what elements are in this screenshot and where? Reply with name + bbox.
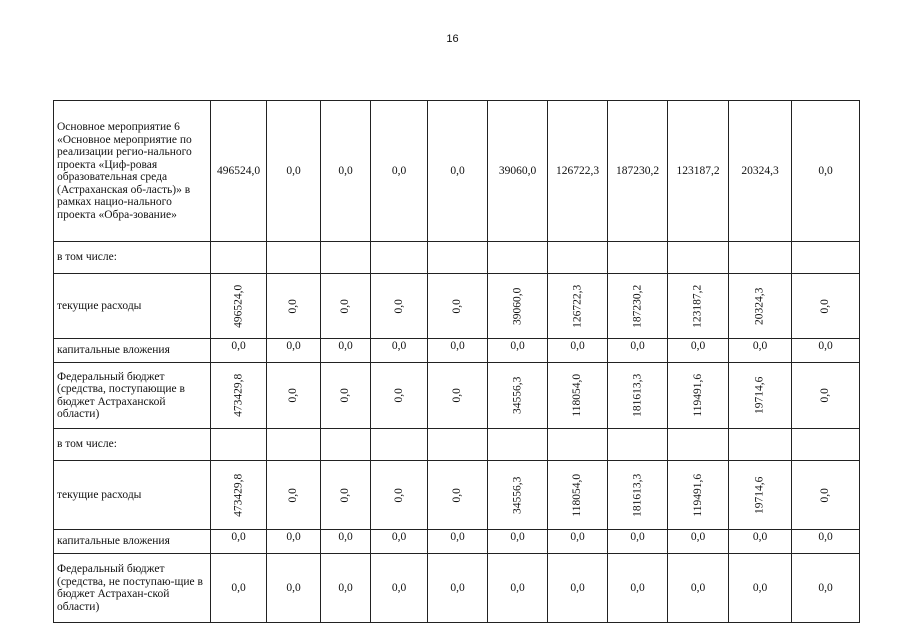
cell-value: 0,0 (339, 298, 352, 314)
table-cell (428, 461, 488, 530)
table-cell (548, 363, 608, 429)
cell-value: 0,0 (819, 388, 832, 403)
cell-value: 126722,3 (571, 284, 584, 328)
table-cell (668, 363, 729, 429)
table-cell (321, 363, 371, 429)
cell-value: 0,0 (392, 388, 405, 403)
table-cell: 0,0 (211, 339, 267, 363)
table-row (54, 339, 860, 363)
table-row (54, 461, 860, 530)
table-cell: 0,0 (548, 339, 608, 363)
table-cell (608, 274, 668, 339)
cell-value: 0,0 (451, 388, 464, 403)
table-cell: 0,0 (321, 530, 371, 554)
table-cell (267, 363, 321, 429)
cell-value: 187230,2 (631, 284, 644, 328)
cell-value: 181613,3 (631, 373, 644, 418)
table-row (54, 363, 860, 429)
table-cell: 126722,3 (548, 101, 608, 242)
table-cell (428, 242, 488, 274)
table-cell: 0,0 (608, 530, 668, 554)
table-cell: 0,0 (267, 101, 321, 242)
cell-value: 0,0 (819, 298, 832, 314)
table-cell (428, 363, 488, 429)
table-cell (608, 242, 668, 274)
table-row (54, 274, 860, 339)
table-cell (668, 461, 729, 530)
cell-value: 0,0 (287, 388, 300, 403)
table-cell: 0,0 (267, 554, 321, 623)
table-cell (668, 242, 729, 274)
table-cell (668, 274, 729, 339)
table-cell (608, 429, 668, 461)
table-cell (792, 429, 860, 461)
table-cell: 0,0 (488, 530, 548, 554)
table-row (54, 554, 860, 623)
table-cell: 0,0 (792, 530, 860, 554)
row-label: в том числе: (54, 242, 211, 274)
table-cell (729, 461, 792, 530)
table-cell (729, 242, 792, 274)
table-cell (792, 363, 860, 429)
table-cell (211, 429, 267, 461)
table-cell: 0,0 (792, 101, 860, 242)
table-cell (792, 274, 860, 339)
table-cell: 0,0 (488, 554, 548, 623)
table-cell (321, 461, 371, 530)
table-cell (211, 363, 267, 429)
table-cell: 0,0 (321, 101, 371, 242)
table-cell (608, 461, 668, 530)
table-cell: 0,0 (792, 339, 860, 363)
cell-value: 20324,3 (753, 287, 766, 325)
table-cell (608, 363, 668, 429)
table-cell: 0,0 (211, 530, 267, 554)
table-cell (371, 363, 428, 429)
table-cell (488, 274, 548, 339)
table-cell: 123187,2 (668, 101, 729, 242)
table-cell (488, 461, 548, 530)
table-cell: 0,0 (729, 554, 792, 623)
table-cell: 0,0 (608, 554, 668, 623)
cell-value: 39060,0 (511, 287, 524, 325)
table-cell (267, 461, 321, 530)
cell-value: 118054,0 (571, 473, 584, 517)
cell-value: 181613,3 (631, 473, 644, 517)
row-label: текущие расходы (54, 461, 211, 530)
cell-value: 34556,3 (511, 476, 524, 514)
table-cell (371, 429, 428, 461)
table-cell: 0,0 (321, 554, 371, 623)
table-body (54, 101, 860, 623)
cell-value: 473429,8 (232, 473, 245, 517)
table-cell (548, 242, 608, 274)
table-cell: 0,0 (428, 101, 488, 242)
cell-value: 0,0 (392, 298, 405, 314)
table-cell: 496524,0 (211, 101, 267, 242)
row-label: Федеральный бюджет (средства, поступающие в бюджет Астраханской области) (54, 363, 211, 429)
table-cell (371, 274, 428, 339)
budget-table (53, 100, 860, 623)
table-row (54, 530, 860, 554)
row-label: Федеральный бюджет (средства, не поступаю-щие в бюджет Астрахан-ской области) (54, 554, 211, 623)
table-row (54, 429, 860, 461)
cell-value: 19714,6 (753, 476, 766, 514)
cell-value: 0,0 (819, 487, 832, 503)
table-cell (267, 429, 321, 461)
table-cell: 0,0 (371, 554, 428, 623)
cell-value: 34556,3 (511, 376, 524, 415)
table-cell (371, 461, 428, 530)
table-cell (211, 242, 267, 274)
table-cell: 0,0 (548, 554, 608, 623)
table-cell (548, 461, 608, 530)
cell-value: 473429,8 (232, 373, 245, 418)
table-cell (267, 242, 321, 274)
table-cell: 0,0 (729, 530, 792, 554)
table-cell (729, 429, 792, 461)
cell-value: 0,0 (451, 487, 464, 503)
table-cell (792, 242, 860, 274)
table-cell: 187230,2 (608, 101, 668, 242)
page-number: 16 (446, 33, 459, 45)
table-cell: 0,0 (321, 339, 371, 363)
table-cell: 0,0 (668, 339, 729, 363)
table-cell: 0,0 (729, 339, 792, 363)
cell-value: 118054,0 (571, 374, 584, 417)
cell-value: 119491,6 (691, 374, 704, 417)
table-cell (211, 274, 267, 339)
table-cell: 0,0 (488, 339, 548, 363)
table-cell: 0,0 (267, 530, 321, 554)
table-cell (321, 274, 371, 339)
cell-value: 19714,6 (753, 376, 766, 415)
row-label: Основное мероприятие 6 «Основное мероприятие по реализации регио-нального проекта «Циф-ровая образовательная среда (Астраханская об-ласть)» в рамках нацио-нального проекта «Обра-зование» (54, 101, 211, 242)
cell-value: 0,0 (287, 298, 300, 314)
table-cell: 0,0 (267, 339, 321, 363)
table-cell: 0,0 (428, 339, 488, 363)
table-row (54, 242, 860, 274)
cell-value: 496524,0 (232, 284, 245, 328)
cell-value: 0,0 (451, 298, 464, 314)
table-cell (428, 429, 488, 461)
row-label: капитальные вложения (54, 339, 211, 363)
table-cell (729, 274, 792, 339)
table-cell (428, 274, 488, 339)
table-cell: 0,0 (608, 339, 668, 363)
table-cell: 0,0 (428, 530, 488, 554)
table-row (54, 101, 860, 242)
cell-value: 0,0 (287, 487, 300, 503)
table-cell: 0,0 (371, 101, 428, 242)
table-cell (792, 461, 860, 530)
table-cell (548, 274, 608, 339)
table-cell: 0,0 (211, 554, 267, 623)
row-label: текущие расходы (54, 274, 211, 339)
table-cell: 0,0 (371, 339, 428, 363)
table-cell (371, 242, 428, 274)
table-cell (729, 363, 792, 429)
table-cell (321, 242, 371, 274)
table-cell: 0,0 (371, 530, 428, 554)
cell-value: 123187,2 (691, 284, 704, 328)
table-cell: 0,0 (548, 530, 608, 554)
table-cell (488, 242, 548, 274)
table-cell: 39060,0 (488, 101, 548, 242)
table-cell (548, 429, 608, 461)
table-cell: 0,0 (668, 530, 729, 554)
table-cell (321, 429, 371, 461)
row-label: капитальные вложения (54, 530, 211, 554)
table-cell (488, 429, 548, 461)
table-cell: 0,0 (668, 554, 729, 623)
row-label: в том числе: (54, 429, 211, 461)
cell-value: 0,0 (392, 487, 405, 503)
table-cell: 0,0 (792, 554, 860, 623)
table-cell: 20324,3 (729, 101, 792, 242)
table-cell: 0,0 (428, 554, 488, 623)
cell-value: 0,0 (339, 487, 352, 503)
table-cell (668, 429, 729, 461)
table-cell (488, 363, 548, 429)
cell-value: 119491,6 (691, 473, 704, 517)
table-cell (267, 274, 321, 339)
cell-value: 0,0 (339, 388, 352, 403)
table-cell (211, 461, 267, 530)
